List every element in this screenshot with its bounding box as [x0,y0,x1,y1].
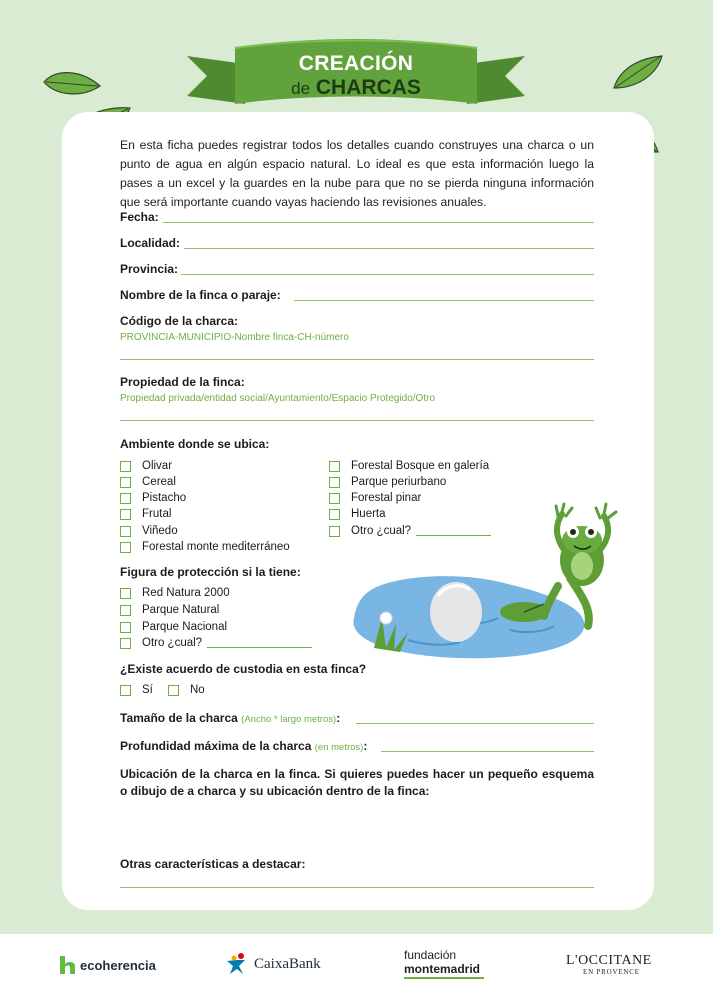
checkbox-cereal[interactable] [120,476,176,488]
checkbox-label: Cereal [142,476,176,488]
ambiente-title: Ambiente donde se ubica: [120,437,270,451]
checkbox-label: Parque Nacional [142,621,228,633]
checkbox-label: Olivar [142,460,173,472]
profundidad-field[interactable] [381,751,594,752]
provincia-field[interactable] [181,274,594,275]
otras-label: Otras características a destacar: [120,857,306,871]
profundidad-colon: : [363,739,368,753]
localidad-field[interactable] [184,248,594,249]
tamano-text: Tamaño de la charca [120,711,238,725]
montemadrid-underline [404,977,484,979]
checkbox-label: Huerta [351,508,386,520]
fecha-label: Fecha: [120,210,159,224]
checkbox-box[interactable] [329,461,340,472]
checkbox-frutal[interactable] [120,508,171,520]
propiedad-field[interactable] [120,420,594,421]
loccitane-logo: L'OCCITANE [566,953,652,968]
fecha-field[interactable] [163,222,594,223]
leaf-icon [612,54,664,92]
checkbox-vinedo[interactable] [120,525,178,537]
localidad-label: Localidad: [120,236,181,250]
profundidad-hint: (en metros) [314,742,364,753]
checkbox-box[interactable] [329,526,340,537]
finca-field[interactable] [294,300,594,301]
checkbox-parque-nacional[interactable] [120,621,227,633]
checkbox-pistacho[interactable] [120,492,186,504]
intro-text: En esta ficha puedes registrar todos los detalles cuando construyes una charca o un punto de agua en algún espacio natural. Lo ideal es que esta información luego la pases a un excel y la guardes en la nube para que no se pierda ninguna información que será importante cuando vayas haciendo las revisiones anuales. [120,138,594,209]
tamano-label [120,711,340,725]
fundacion-logo-top: fundación [404,948,457,962]
checkbox-box[interactable] [120,509,131,520]
checkbox-box[interactable] [329,477,340,488]
checkbox-label: Viñedo [142,525,178,537]
checkbox-olivar[interactable] [120,460,172,472]
title-line-2 [250,76,462,101]
codigo-label: Código de la charca: [120,314,239,328]
tamano-colon: : [336,711,341,725]
checkbox-red-natura[interactable] [120,587,230,599]
checkbox-otro-proteccion[interactable] [120,637,312,649]
otras-field[interactable] [120,887,594,888]
otro-proteccion-field[interactable] [207,647,312,648]
checkbox-box[interactable] [168,685,179,696]
checkbox-box[interactable] [120,588,131,599]
checkbox-label: Otro ¿cual? [142,637,203,649]
propiedad-label: Propiedad de la finca: [120,375,245,389]
checkbox-box[interactable] [120,605,131,616]
checkbox-box[interactable] [120,477,131,488]
profundidad-text: Profundidad máxima de la charca [120,739,312,753]
ecoherencia-logo-icon [59,956,77,974]
profundidad-label [120,739,367,753]
title-de: de [291,79,311,98]
checkbox-bosque-galeria[interactable] [329,460,489,472]
checkbox-box[interactable] [120,526,131,537]
title-charcas: CHARCAS [315,76,421,99]
finca-label: Nombre de la finca o paraje: [120,288,281,302]
montemadrid-logo: montemadrid [404,962,481,976]
propiedad-hint: Propiedad privada/entidad social/Ayuntamiento/Espacio Protegido/Otro [120,393,436,404]
codigo-field[interactable] [120,359,594,360]
checkbox-box[interactable] [120,493,131,504]
checkbox-si[interactable] [120,684,153,696]
checkbox-label: Red Natura 2000 [142,587,230,599]
checkbox-box[interactable] [120,461,131,472]
tamano-field[interactable] [356,723,594,724]
checkbox-label: Parque Natural [142,604,220,616]
caixabank-star-icon [225,952,251,976]
checkbox-no[interactable] [168,684,205,696]
checkbox-parque-natural[interactable] [120,604,219,616]
checkbox-box[interactable] [329,493,340,504]
codigo-hint: PROVINCIA-MUNICIPIO-Nombre finca-CH-número [120,332,349,343]
checkbox-box[interactable] [120,638,131,649]
ubicacion-label: Ubicación de la charca en la finca. Si quieres puedes hacer un pequeño esquema o dibujo de a charca y su ubicación dentro de la finca: [120,767,594,798]
checkbox-label: Forestal pinar [351,492,422,504]
checkbox-label: Forestal monte mediterráneo [142,541,290,553]
checkbox-box[interactable] [120,685,131,696]
provence-logo: EN PROVENCE [583,968,640,976]
checkbox-label: Pistacho [142,492,187,504]
proteccion-title: Figura de protección si la tiene: [120,565,301,579]
pond-frog-illustration [348,500,626,676]
custodia-title: ¿Existe acuerdo de custodia en esta finca? [120,662,367,676]
checkbox-box[interactable] [120,622,131,633]
checkbox-label: Sí [142,684,153,696]
checkbox-label: Otro ¿cual? [351,525,412,537]
leaf-icon [42,68,102,100]
page-title [250,52,462,101]
tamano-hint: (Ancho * largo metros) [241,714,337,725]
checkbox-label: Frutal [142,508,172,520]
provincia-label: Provincia: [120,262,179,276]
checkbox-box[interactable] [329,509,340,520]
checkbox-parque-periurbano[interactable] [329,476,446,488]
title-line-1: CREACIÓN [298,52,414,75]
caixabank-logo: CaixaBank [254,956,321,972]
checkbox-label: Parque periurbano [351,476,447,488]
checkbox-label: Forestal Bosque en galería [351,460,490,472]
checkbox-label: No [190,684,205,696]
ecoherencia-logo: ecoherencia [80,958,156,973]
checkbox-box[interactable] [120,542,131,553]
checkbox-monte-mediterraneo[interactable] [120,541,290,553]
